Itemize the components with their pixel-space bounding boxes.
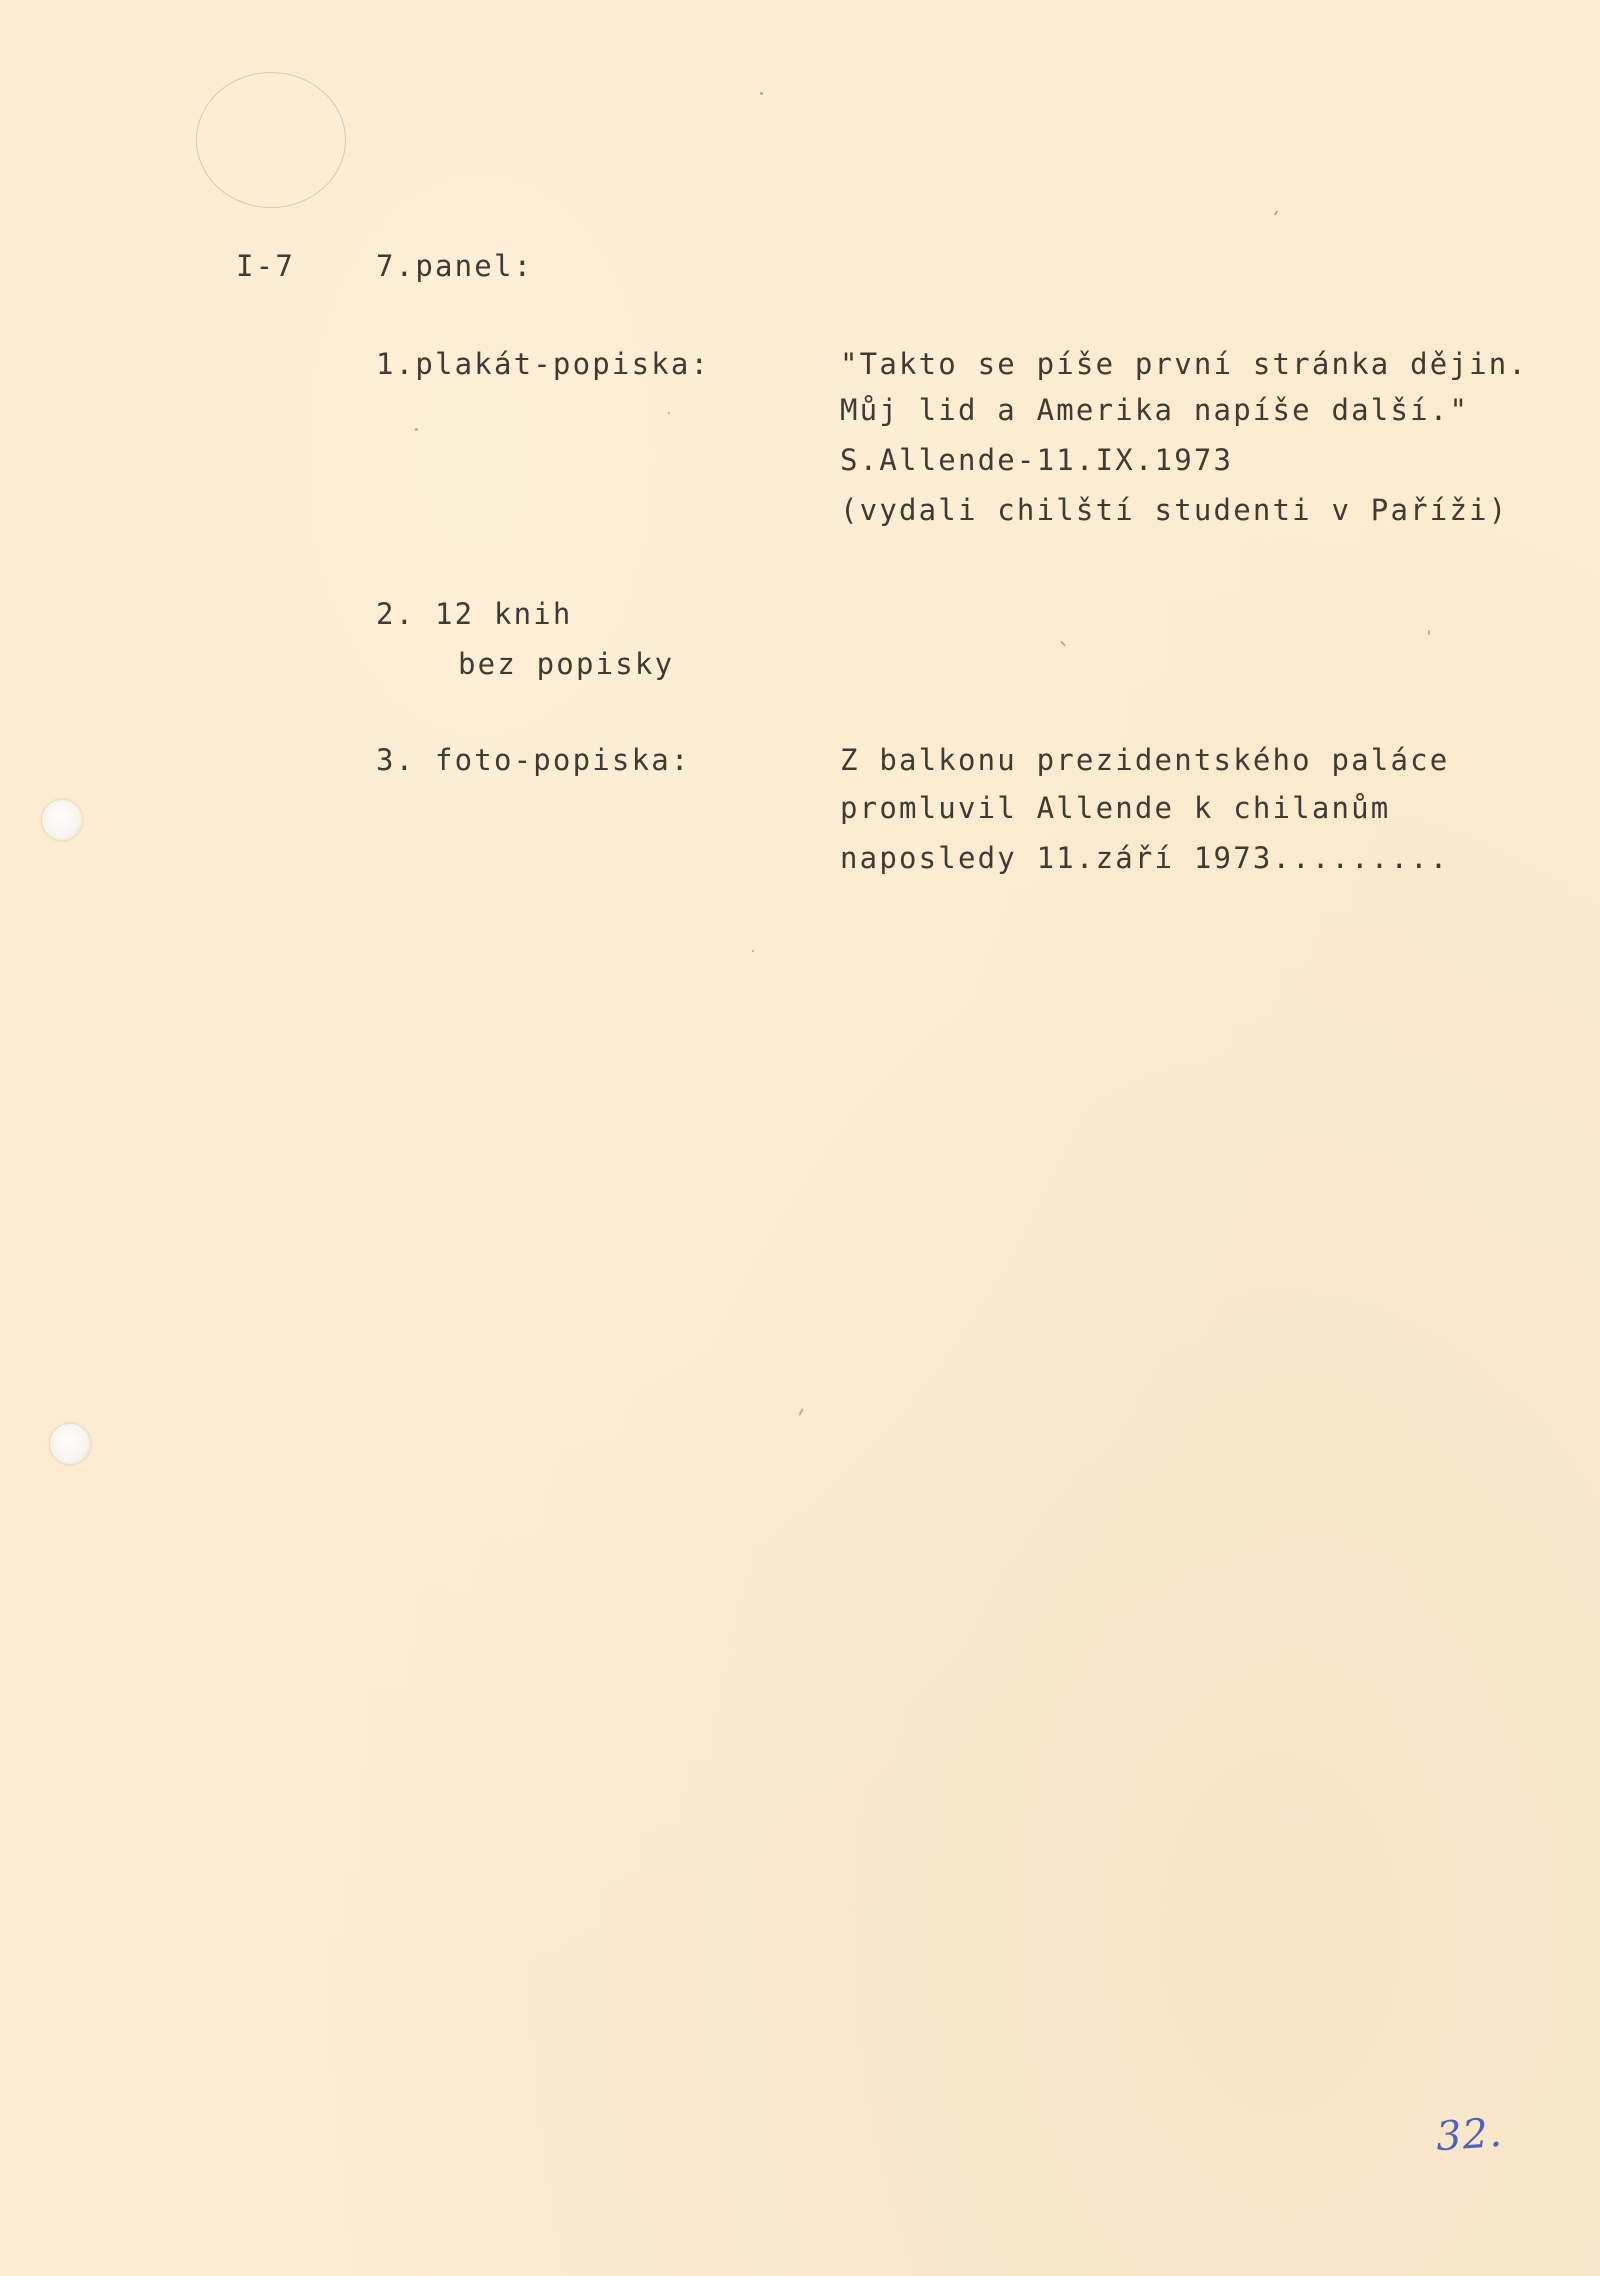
item-2-label-line-2: bez popisky bbox=[458, 647, 675, 681]
panel-heading: 7.panel: bbox=[376, 249, 534, 283]
paper-speck bbox=[798, 1408, 803, 1416]
paper-speck bbox=[415, 428, 418, 431]
paper-speck bbox=[760, 92, 763, 95]
paper-speck bbox=[1060, 640, 1066, 646]
item-1-label: 1.plakát-popiska: bbox=[376, 347, 711, 381]
item-1-text-line-4: (vydali chilští studenti v Paříži) bbox=[840, 493, 1509, 527]
item-3-text-line-1: Z balkonu prezidentského paláce bbox=[840, 743, 1450, 777]
paper-speck bbox=[668, 412, 670, 414]
item-2-label-line-1: 2. 12 knih bbox=[376, 597, 573, 631]
item-3-text-line-3: naposledy 11.září 1973......... bbox=[840, 841, 1450, 875]
item-3-text-line-2: promluvil Allende k chilanům bbox=[840, 791, 1391, 825]
punch-hole-top bbox=[42, 800, 82, 840]
paper-speck bbox=[752, 950, 754, 952]
faint-stamp-circle bbox=[196, 72, 346, 208]
paper-speck bbox=[1428, 630, 1430, 635]
item-3-label: 3. foto-popiska: bbox=[376, 743, 691, 777]
item-1-text-line-3: S.Allende-11.IX.1973 bbox=[840, 443, 1234, 477]
paper-speck bbox=[1274, 210, 1279, 216]
item-1-text-line-1: "Takto se píše první stránka dějin. bbox=[840, 347, 1529, 381]
handwritten-page-number: 32. bbox=[1434, 2109, 1505, 2161]
item-1-text-line-2: Můj lid a Amerika napíše další." bbox=[840, 393, 1470, 427]
reference-code: I-7 bbox=[236, 249, 295, 283]
punch-hole-bottom bbox=[50, 1424, 90, 1464]
